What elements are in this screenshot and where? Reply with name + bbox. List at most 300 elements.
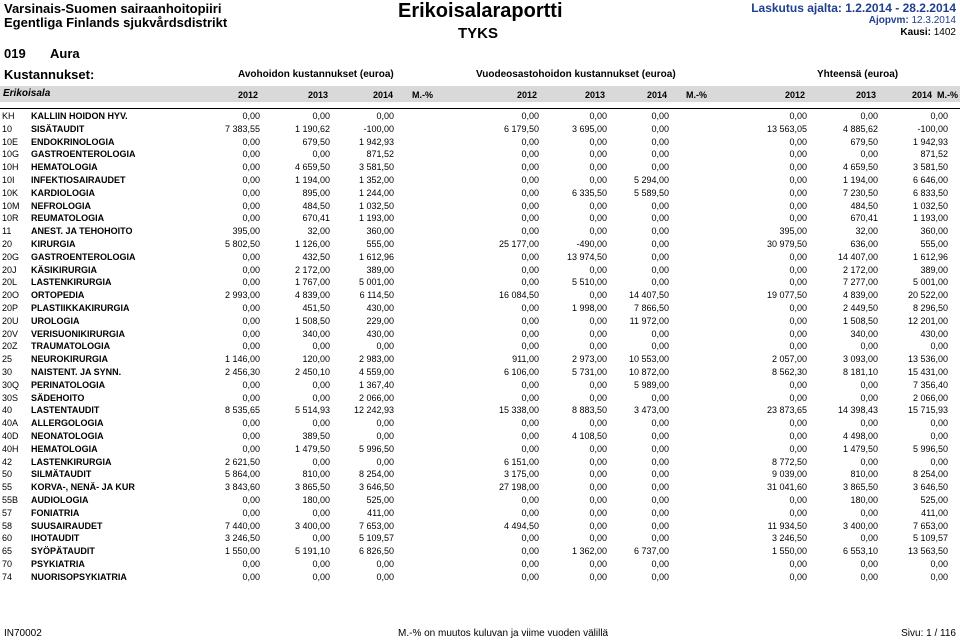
cost-cell: 3 646,50 bbox=[358, 482, 394, 493]
table-row bbox=[0, 507, 960, 520]
report-title: Erikoisalaraportti bbox=[398, 0, 563, 22]
cost-cell: 0,00 bbox=[242, 277, 260, 288]
cost-cell: 0,00 bbox=[589, 315, 607, 326]
specialty-code: 25 bbox=[2, 354, 13, 365]
cost-cell: 340,00 bbox=[850, 328, 878, 339]
cost-cell: 0,00 bbox=[789, 571, 807, 582]
group-inpatient: Vuodeosastohoidon kustannukset (euroa) bbox=[476, 69, 676, 80]
cost-cell: 0,00 bbox=[789, 174, 807, 185]
cost-cell: 15 715,93 bbox=[907, 405, 948, 416]
cost-cell: 0,00 bbox=[860, 571, 878, 582]
cost-cell: 0,00 bbox=[242, 571, 260, 582]
specialty-name: KIRURGIA bbox=[31, 238, 76, 249]
cost-cell: 0,00 bbox=[242, 174, 260, 185]
table-row bbox=[0, 545, 960, 558]
cost-cell: 0,00 bbox=[789, 392, 807, 403]
unit-code: 019 bbox=[4, 46, 26, 61]
cost-cell: 0,00 bbox=[312, 571, 330, 582]
cost-cell: 0,00 bbox=[521, 341, 539, 352]
cost-cell: 0,00 bbox=[589, 174, 607, 185]
cost-cell: 3 473,00 bbox=[633, 405, 669, 416]
cost-cell: 0,00 bbox=[376, 430, 394, 441]
cost-cell: 0,00 bbox=[651, 238, 669, 249]
table-row bbox=[0, 110, 960, 123]
org-name-finnish: Varsinais-Suomen sairaanhoitopiiri bbox=[4, 1, 222, 16]
cost-cell: 484,50 bbox=[850, 200, 878, 211]
cost-cell: 0,00 bbox=[930, 558, 948, 569]
cost-cell: 2 057,00 bbox=[771, 354, 807, 365]
cost-cell: 810,00 bbox=[302, 469, 330, 480]
cost-cell: 0,00 bbox=[521, 546, 539, 557]
specialty-name: KARDIOLOGIA bbox=[31, 187, 95, 198]
billing-period-label: Laskutus ajalta: bbox=[751, 1, 842, 15]
specialty-code: 40H bbox=[2, 443, 19, 454]
cost-cell: 0,00 bbox=[651, 533, 669, 544]
cost-cell: 0,00 bbox=[589, 469, 607, 480]
cost-cell: 0,00 bbox=[521, 379, 539, 390]
specialty-name: GASTROENTEROLOGIA bbox=[31, 149, 136, 160]
specialty-code: 20V bbox=[2, 328, 19, 339]
cost-cell: 0,00 bbox=[521, 277, 539, 288]
cost-cell: 0,00 bbox=[589, 264, 607, 275]
specialty-name: VERISUONIKIRURGIA bbox=[31, 328, 126, 339]
cost-cell: 1 367,40 bbox=[358, 379, 394, 390]
specialty-name: SUUSAIRAUDET bbox=[31, 520, 103, 531]
table-row bbox=[0, 481, 960, 494]
cost-cell: 0,00 bbox=[312, 533, 330, 544]
specialty-name: GASTROENTEROLOGIA bbox=[31, 251, 136, 262]
cost-cell: 5 996,50 bbox=[358, 443, 394, 454]
col-total-2013: 2013 bbox=[855, 90, 876, 100]
cost-cell: 5 589,50 bbox=[633, 187, 669, 198]
table-row bbox=[0, 161, 960, 174]
cost-cell: 6 114,50 bbox=[359, 290, 394, 301]
cost-cell: 4 494,50 bbox=[503, 520, 539, 531]
cost-cell: 0,00 bbox=[789, 341, 807, 352]
cost-cell: 0,00 bbox=[651, 482, 669, 493]
cost-cell: 11 972,00 bbox=[629, 315, 669, 326]
cost-cell: 555,00 bbox=[366, 238, 394, 249]
table-row bbox=[0, 200, 960, 213]
specialty-name: NEFROLOGIA bbox=[31, 200, 91, 211]
cost-cell: 0,00 bbox=[651, 558, 669, 569]
cost-table bbox=[0, 110, 960, 583]
col-outpatient-2014: 2014 bbox=[372, 90, 393, 100]
cost-cell: 0,00 bbox=[521, 418, 539, 429]
cost-cell: 1 146,00 bbox=[224, 354, 260, 365]
cost-cell: 0,00 bbox=[589, 290, 607, 301]
cost-cell: 0,00 bbox=[242, 149, 260, 160]
cost-cell: 430,00 bbox=[920, 328, 948, 339]
table-row bbox=[0, 264, 960, 277]
column-header-band bbox=[0, 86, 960, 102]
specialty-name: PLASTIIKKAKIRURGIA bbox=[31, 302, 130, 313]
cost-cell: 1 479,50 bbox=[842, 443, 878, 454]
cost-cell: 0,00 bbox=[521, 494, 539, 505]
cost-cell: 0,00 bbox=[789, 507, 807, 518]
cost-cell: 0,00 bbox=[930, 418, 948, 429]
cost-cell: 6 553,10 bbox=[842, 546, 878, 557]
cost-cell: 5 731,00 bbox=[571, 366, 607, 377]
cost-cell: 0,00 bbox=[521, 328, 539, 339]
cost-cell: 0,00 bbox=[242, 187, 260, 198]
header-rule bbox=[0, 108, 960, 109]
specialty-name: REUMATOLOGIA bbox=[31, 213, 105, 224]
cost-cell: 1 767,00 bbox=[294, 277, 330, 288]
specialty-code: 55B bbox=[2, 494, 19, 505]
cost-cell: 0,00 bbox=[860, 456, 878, 467]
cost-cell: 0,00 bbox=[651, 200, 669, 211]
specialty-code: 11 bbox=[2, 226, 12, 237]
cost-cell: 3 843,60 bbox=[224, 482, 260, 493]
report-code: IN70002 bbox=[4, 628, 42, 639]
run-date-line bbox=[869, 15, 956, 26]
specialty-code: 55 bbox=[2, 482, 13, 493]
cost-cell: 0,00 bbox=[860, 341, 878, 352]
cost-cell: 6 106,00 bbox=[503, 366, 539, 377]
cost-cell: 0,00 bbox=[242, 111, 260, 121]
specialty-code: 10G bbox=[2, 149, 20, 160]
cost-cell: 10 872,00 bbox=[628, 366, 669, 377]
col-outpatient-2013: 2013 bbox=[307, 90, 328, 100]
cost-cell: 0,00 bbox=[521, 264, 539, 275]
cost-cell: 0,00 bbox=[242, 418, 260, 429]
group-outpatient: Avohoidon kustannukset (euroa) bbox=[238, 69, 394, 80]
cost-cell: 0,00 bbox=[521, 149, 539, 160]
cost-cell: 6 646,00 bbox=[912, 174, 948, 185]
cost-cell: 0,00 bbox=[242, 494, 260, 505]
cost-cell: 1 479,50 bbox=[294, 443, 330, 454]
specialty-code: 58 bbox=[2, 520, 13, 531]
cost-cell: 7 653,00 bbox=[358, 520, 394, 531]
cost-cell: 3 646,50 bbox=[912, 482, 948, 493]
cost-cell: 0,00 bbox=[651, 111, 669, 121]
cost-cell: 5 802,50 bbox=[224, 238, 260, 249]
specialty-code: 10K bbox=[2, 187, 19, 198]
specialty-header: Erikoisala bbox=[3, 88, 51, 99]
table-row bbox=[0, 148, 960, 161]
cost-cell: 23 873,65 bbox=[766, 405, 807, 416]
cost-cell: 0,00 bbox=[930, 571, 948, 582]
cost-cell: 6 737,00 bbox=[633, 546, 669, 557]
cost-cell: 360,00 bbox=[920, 226, 948, 237]
cost-cell: 1 550,00 bbox=[771, 546, 807, 557]
cost-cell: 0,00 bbox=[242, 328, 260, 339]
cost-cell: 0,00 bbox=[789, 328, 807, 339]
cost-cell: 0,00 bbox=[860, 418, 878, 429]
cost-cell: 2 973,00 bbox=[571, 354, 607, 365]
cost-cell: 8 254,00 bbox=[358, 469, 394, 480]
cost-cell: 4 108,50 bbox=[571, 430, 607, 441]
cost-cell: 4 659,50 bbox=[294, 162, 330, 173]
cost-cell: 12 242,93 bbox=[353, 405, 394, 416]
cost-cell: 0,00 bbox=[589, 213, 607, 224]
specialty-name: HEMATOLOGIA bbox=[31, 443, 98, 454]
specialty-code: 10H bbox=[2, 162, 19, 173]
cost-cell: 0,00 bbox=[651, 277, 669, 288]
cost-cell: 2 449,50 bbox=[842, 302, 878, 313]
cost-cell: 4 559,00 bbox=[358, 366, 394, 377]
cost-cell: 2 983,00 bbox=[358, 354, 394, 365]
cost-cell: 2 450,10 bbox=[294, 366, 330, 377]
cost-cell: 0,00 bbox=[860, 392, 878, 403]
cost-cell: 0,00 bbox=[589, 328, 607, 339]
cost-cell: 31 041,60 bbox=[766, 482, 807, 493]
specialty-name: KALLIIN HOIDON HYV. bbox=[31, 111, 128, 121]
cost-cell: 0,00 bbox=[651, 341, 669, 352]
cost-cell: 7 277,00 bbox=[842, 277, 878, 288]
cost-cell: 360,00 bbox=[366, 226, 394, 237]
cost-cell: 11 934,50 bbox=[767, 520, 807, 531]
cost-cell: 13 563,50 bbox=[907, 546, 948, 557]
cost-cell: 2 066,00 bbox=[912, 392, 948, 403]
specialty-name: INFEKTIOSAIRAUDET bbox=[31, 174, 126, 185]
cost-cell: 2 066,00 bbox=[358, 392, 394, 403]
col-total-2014: 2014 bbox=[911, 90, 932, 100]
specialty-code: KH bbox=[2, 111, 15, 121]
cost-cell: 25 177,00 bbox=[498, 238, 539, 249]
cost-cell: 636,00 bbox=[850, 238, 878, 249]
cost-cell: 180,00 bbox=[850, 494, 878, 505]
specialty-code: 20O bbox=[2, 290, 20, 301]
cost-cell: 0,00 bbox=[242, 251, 260, 262]
cost-cell: 7 383,55 bbox=[224, 123, 260, 134]
cost-cell: 430,00 bbox=[366, 302, 394, 313]
billing-period-value: 1.2.2014 - 28.2.2014 bbox=[845, 1, 956, 15]
cost-cell: 0,00 bbox=[589, 418, 607, 429]
cost-cell: 0,00 bbox=[589, 507, 607, 518]
cost-cell: 0,00 bbox=[312, 149, 330, 160]
specialty-name: IHOTAUDIT bbox=[31, 533, 80, 544]
cost-cell: 0,00 bbox=[651, 149, 669, 160]
cost-cell: 0,00 bbox=[651, 392, 669, 403]
specialty-code: 30Q bbox=[2, 379, 20, 390]
cost-cell: 32,00 bbox=[307, 226, 330, 237]
cost-cell: 0,00 bbox=[521, 213, 539, 224]
specialty-name: LASTENKIRURGIA bbox=[31, 456, 112, 467]
specialty-code: 10I bbox=[2, 174, 15, 185]
cost-cell: 0,00 bbox=[589, 149, 607, 160]
cost-cell: 9 039,00 bbox=[771, 469, 807, 480]
specialty-name: SÄDEHOITO bbox=[31, 392, 85, 403]
cost-cell: 3 695,00 bbox=[571, 123, 607, 134]
specialty-code: 20P bbox=[2, 302, 19, 313]
specialty-name: KORVA-, NENÄ- JA KUR bbox=[31, 482, 135, 493]
cost-cell: 0,00 bbox=[521, 302, 539, 313]
cost-cell: 5 996,50 bbox=[912, 443, 948, 454]
cost-cell: 1 362,00 bbox=[571, 546, 607, 557]
cost-cell: 6 151,00 bbox=[503, 456, 539, 467]
cost-cell: -100,00 bbox=[363, 123, 394, 134]
group-total: Yhteensä (euroa) bbox=[817, 69, 899, 80]
cost-cell: 1 194,00 bbox=[294, 174, 330, 185]
col-inpatient-2013: 2013 bbox=[584, 90, 605, 100]
cost-cell: 0,00 bbox=[789, 302, 807, 313]
cost-cell: 1 126,00 bbox=[294, 238, 330, 249]
specialty-name: SISÄTAUDIT bbox=[31, 123, 85, 134]
specialty-code: 42 bbox=[2, 456, 13, 467]
cost-cell: 484,50 bbox=[302, 200, 330, 211]
cost-cell: 0,00 bbox=[589, 136, 607, 147]
cost-cell: 0,00 bbox=[651, 469, 669, 480]
cost-cell: 0,00 bbox=[789, 379, 807, 390]
cost-cell: 0,00 bbox=[789, 136, 807, 147]
cost-cell: 0,00 bbox=[651, 328, 669, 339]
cost-cell: 0,00 bbox=[242, 264, 260, 275]
cost-cell: 1 032,50 bbox=[358, 200, 394, 211]
specialty-name: PSYKIATRIA bbox=[31, 558, 85, 569]
cost-cell: 0,00 bbox=[651, 443, 669, 454]
table-row bbox=[0, 302, 960, 315]
cost-cell: 0,00 bbox=[312, 111, 330, 121]
cost-cell: 0,00 bbox=[521, 226, 539, 237]
specialty-name: HEMATOLOGIA bbox=[31, 162, 98, 173]
cost-cell: 0,00 bbox=[651, 251, 669, 262]
cost-cell: 0,00 bbox=[376, 341, 394, 352]
specialty-code: 65 bbox=[2, 546, 13, 557]
cost-cell: 389,00 bbox=[920, 264, 948, 275]
cost-cell: 1 193,00 bbox=[912, 213, 948, 224]
specialty-code: 20Z bbox=[2, 341, 18, 352]
specialty-code: 10E bbox=[2, 136, 19, 147]
cost-cell: 340,00 bbox=[302, 328, 330, 339]
cost-cell: 0,00 bbox=[651, 136, 669, 147]
cost-cell: 0,00 bbox=[521, 111, 539, 121]
cost-cell: 15 338,00 bbox=[498, 405, 539, 416]
cost-cell: 871,52 bbox=[920, 149, 948, 160]
cost-cell: 0,00 bbox=[521, 162, 539, 173]
cost-cell: 8 535,65 bbox=[224, 405, 260, 416]
specialty-code: 20L bbox=[2, 277, 18, 288]
specialty-code: 10M bbox=[2, 200, 20, 211]
cost-cell: 6 335,50 bbox=[571, 187, 607, 198]
cost-cell: 0,00 bbox=[312, 341, 330, 352]
cost-cell: 0,00 bbox=[789, 443, 807, 454]
specialty-name: UROLOGIA bbox=[31, 315, 80, 326]
table-row bbox=[0, 417, 960, 430]
cost-cell: 5 989,00 bbox=[633, 379, 669, 390]
col-outpatient-change: M.-% bbox=[412, 90, 433, 100]
cost-cell: 0,00 bbox=[312, 392, 330, 403]
cost-cell: 395,00 bbox=[232, 226, 260, 237]
cost-cell: 411,00 bbox=[367, 507, 394, 518]
cost-cell: 0,00 bbox=[242, 379, 260, 390]
cost-cell: 0,00 bbox=[312, 507, 330, 518]
cost-cell: 0,00 bbox=[521, 533, 539, 544]
cost-cell: 0,00 bbox=[789, 315, 807, 326]
cost-cell: 679,50 bbox=[302, 136, 330, 147]
page-number: Sivu: 1 / 116 bbox=[901, 628, 956, 639]
cost-cell: 3 246,50 bbox=[224, 533, 260, 544]
cost-cell: 120,00 bbox=[302, 354, 330, 365]
cost-cell: 810,00 bbox=[850, 469, 878, 480]
cost-cell: 7 653,00 bbox=[912, 520, 948, 531]
table-row bbox=[0, 123, 960, 136]
table-row bbox=[0, 212, 960, 225]
cost-cell: 12 201,00 bbox=[907, 315, 948, 326]
cost-cell: 4 839,00 bbox=[294, 290, 330, 301]
cost-cell: 5 514,93 bbox=[294, 405, 330, 416]
cost-cell: 0,00 bbox=[589, 341, 607, 352]
specialty-name: FONIATRIA bbox=[31, 507, 80, 518]
cost-cell: 1 508,50 bbox=[294, 315, 330, 326]
cost-cell: 0,00 bbox=[589, 533, 607, 544]
cost-cell: 0,00 bbox=[930, 111, 948, 121]
specialty-code: 50 bbox=[2, 469, 13, 480]
report-subtitle: TYKS bbox=[458, 25, 499, 42]
col-total-2012: 2012 bbox=[784, 90, 805, 100]
cost-cell: 0,00 bbox=[860, 111, 878, 121]
specialty-code: 70 bbox=[2, 558, 13, 569]
specialty-code: 40A bbox=[2, 418, 19, 429]
cost-cell: 0,00 bbox=[789, 200, 807, 211]
cost-cell: 871,52 bbox=[366, 149, 394, 160]
table-row bbox=[0, 558, 960, 571]
specialty-name: ANEST. JA TEHOHOITO bbox=[31, 226, 133, 237]
cost-cell: 16 084,50 bbox=[498, 290, 539, 301]
cost-cell: -490,00 bbox=[576, 238, 607, 249]
cost-cell: 0,00 bbox=[312, 379, 330, 390]
cost-cell: 0,00 bbox=[789, 213, 807, 224]
cost-cell: 229,00 bbox=[366, 315, 394, 326]
specialty-name: TRAUMATOLOGIA bbox=[31, 341, 111, 352]
cost-cell: 395,00 bbox=[779, 226, 807, 237]
cost-cell: 911,00 bbox=[512, 354, 539, 365]
cost-cell: 2 172,00 bbox=[842, 264, 878, 275]
cost-cell: 1 352,00 bbox=[358, 174, 394, 185]
cost-cell: 8 296,50 bbox=[912, 302, 948, 313]
cost-cell: 4 885,62 bbox=[842, 123, 878, 134]
cost-cell: 1 612,96 bbox=[912, 251, 948, 262]
cost-cell: 1 193,00 bbox=[358, 213, 394, 224]
cost-cell: 5 109,57 bbox=[358, 533, 394, 544]
table-row bbox=[0, 340, 960, 353]
cost-cell: 432,50 bbox=[302, 251, 330, 262]
specialty-code: 40 bbox=[2, 405, 13, 416]
cost-cell: 1 244,00 bbox=[358, 187, 394, 198]
specialty-code: 10R bbox=[2, 213, 19, 224]
org-name-swedish: Egentliga Finlands sjukvårdsdistrikt bbox=[4, 15, 228, 30]
cost-cell: 430,00 bbox=[366, 328, 394, 339]
period-value: 1402 bbox=[933, 27, 956, 38]
specialty-name: PERINATOLOGIA bbox=[31, 379, 106, 390]
cost-cell: 14 407,00 bbox=[837, 251, 878, 262]
cost-cell: 0,00 bbox=[651, 430, 669, 441]
specialty-name: NEUROKIRURGIA bbox=[31, 354, 109, 365]
cost-cell: 0,00 bbox=[589, 443, 607, 454]
cost-cell: 0,00 bbox=[651, 213, 669, 224]
cost-cell: 5 191,10 bbox=[294, 546, 330, 557]
cost-cell: 3 581,50 bbox=[358, 162, 394, 173]
cost-cell: 4 839,00 bbox=[842, 290, 878, 301]
cost-cell: 0,00 bbox=[589, 571, 607, 582]
table-row bbox=[0, 532, 960, 545]
table-row bbox=[0, 174, 960, 187]
cost-cell: 8 883,50 bbox=[571, 405, 607, 416]
cost-cell: 451,50 bbox=[302, 302, 330, 313]
cost-cell: 0,00 bbox=[651, 162, 669, 173]
table-row bbox=[0, 520, 960, 533]
cost-cell: 1 612,96 bbox=[358, 251, 394, 262]
specialty-name: NEONATOLOGIA bbox=[31, 430, 104, 441]
cost-cell: 1 942,93 bbox=[912, 136, 948, 147]
cost-cell: 5 109,57 bbox=[912, 533, 948, 544]
cost-cell: 13 563,05 bbox=[766, 123, 807, 134]
table-row bbox=[0, 456, 960, 469]
cost-cell: 2 172,00 bbox=[294, 264, 330, 275]
cost-cell: 389,50 bbox=[302, 430, 330, 441]
cost-cell: 0,00 bbox=[589, 482, 607, 493]
